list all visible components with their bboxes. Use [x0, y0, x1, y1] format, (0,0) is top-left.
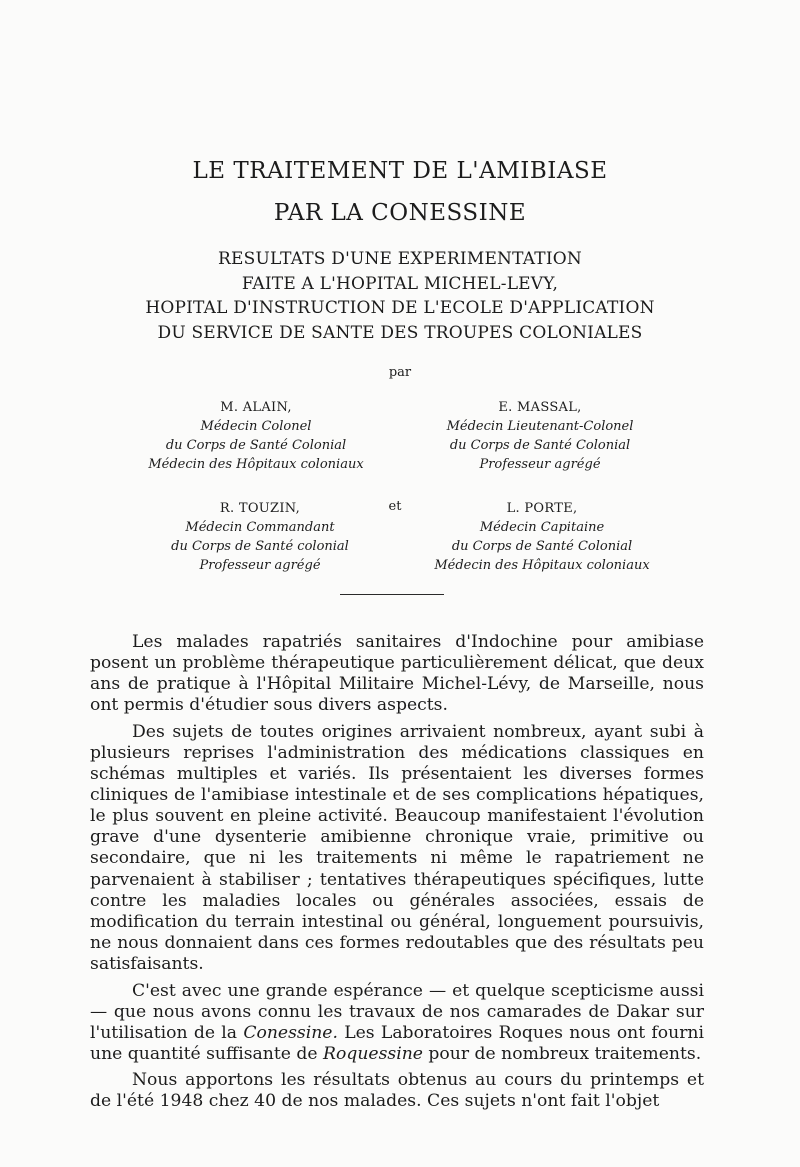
author-massal: [390, 398, 690, 474]
paragraph-3-text: pour de nombreux traitements.: [422, 1043, 702, 1064]
author-role: Médecin Lieutenant-Colonel: [446, 419, 634, 434]
author-role: Professeur agrégé: [479, 457, 601, 472]
subtitle-line: HOPITAL D'INSTRUCTION DE L'ECOLE D'APPLICATION: [145, 298, 655, 318]
paragraph-2: Des sujets de toutes origines arrivaient nombreux, ayant subi à plusieurs reprises l'administration des médications classiques en schémas multiples et variés. Ils présentaient les diverses formes cliniques de l'amibiase intestinale et de ses complications hépatiques, le plus souvent en pleine activité. Beaucoup manifestaient l'évolution grave d'une dysenterie amibienne chronique vraie, primitive ou secondaire, que ni les traitements ni même le rapatriement ne parvenaient à stabiliser ; tentatives thérapeutiques spécifiques, lutte contre les maladies locales ou générales associées, essais de modification du terrain intestinal ou général, longuement poursuivis, ne nous donnaient dans ces formes redoutables que des résultats peu satisfaisants.: [90, 721, 704, 974]
author-alain: [106, 398, 406, 474]
paragraph-3-text: C'est avec une grande espérance — et quelque scepticisme aussi — que nous avons connu les travaux de nos camarades de Dakar sur l'utilisation de la: [90, 980, 704, 1043]
article-body: [90, 632, 704, 1118]
author-role: Médecin Colonel: [200, 419, 312, 434]
author-role: du Corps de Santé Colonial: [165, 438, 347, 453]
subtitle: [0, 247, 800, 345]
paragraph-4: Nous apportons les résultats obtenus au cours du printemps et de l'été 1948 chez 40 de nos malades. Ces sujets n'ont fait l'objet: [90, 1070, 704, 1112]
author-role: Professeur agrégé: [199, 558, 321, 573]
author-role: du Corps de Santé Colonial: [449, 438, 631, 453]
author-role: du Corps de Santé colonial: [171, 539, 349, 554]
subtitle-line: RESULTATS D'UNE EXPERIMENTATION: [218, 249, 582, 269]
author-name: M. ALAIN,: [220, 400, 292, 415]
subtitle-line: DU SERVICE DE SANTE DES TROUPES COLONIALES: [157, 322, 643, 343]
author-role: Médecin Commandant: [185, 520, 335, 535]
author-name: E. MASSAL,: [498, 400, 582, 415]
author-touzin: [110, 499, 410, 575]
author-role: Médecin des Hôpitaux coloniaux: [434, 558, 650, 573]
and-label: et: [388, 499, 402, 514]
author-porte: [392, 499, 692, 575]
paragraph-1: Les malades rapatriés sanitaires d'Indochine pour amibiase posent un problème thérapeutique particulièrement délicat, que deux ans de pratique à l'Hôpital Militaire Michel-Lévy, de Marseille, nous ont permis d'étudier sous divers aspects.: [90, 632, 704, 716]
paragraph-3: [90, 981, 704, 1065]
title-line-1: LE TRAITEMENT DE L'AMIBIASE: [192, 158, 608, 184]
author-role: Médecin Capitaine: [479, 520, 605, 535]
subtitle-line: FAITE A L'HOPITAL MICHEL-LEVY,: [241, 273, 559, 294]
author-role: Médecin des Hôpitaux coloniaux: [148, 457, 364, 472]
paragraph-3-text: Les Laboratoires Roques nous ont fourni une quantité suffisante de: [90, 1022, 704, 1064]
author-name: R. TOUZIN,: [219, 501, 301, 516]
by-label: par: [388, 365, 412, 380]
emphasis-roquessine: Roquessine: [323, 1043, 423, 1064]
author-role: du Corps de Santé Colonial: [451, 539, 633, 554]
title-line-2: PAR LA CONESSINE: [273, 200, 527, 226]
emphasis-conessine: Conessine.: [243, 1022, 338, 1043]
author-name: L. PORTE,: [506, 501, 578, 516]
separator-rule: [340, 594, 444, 595]
